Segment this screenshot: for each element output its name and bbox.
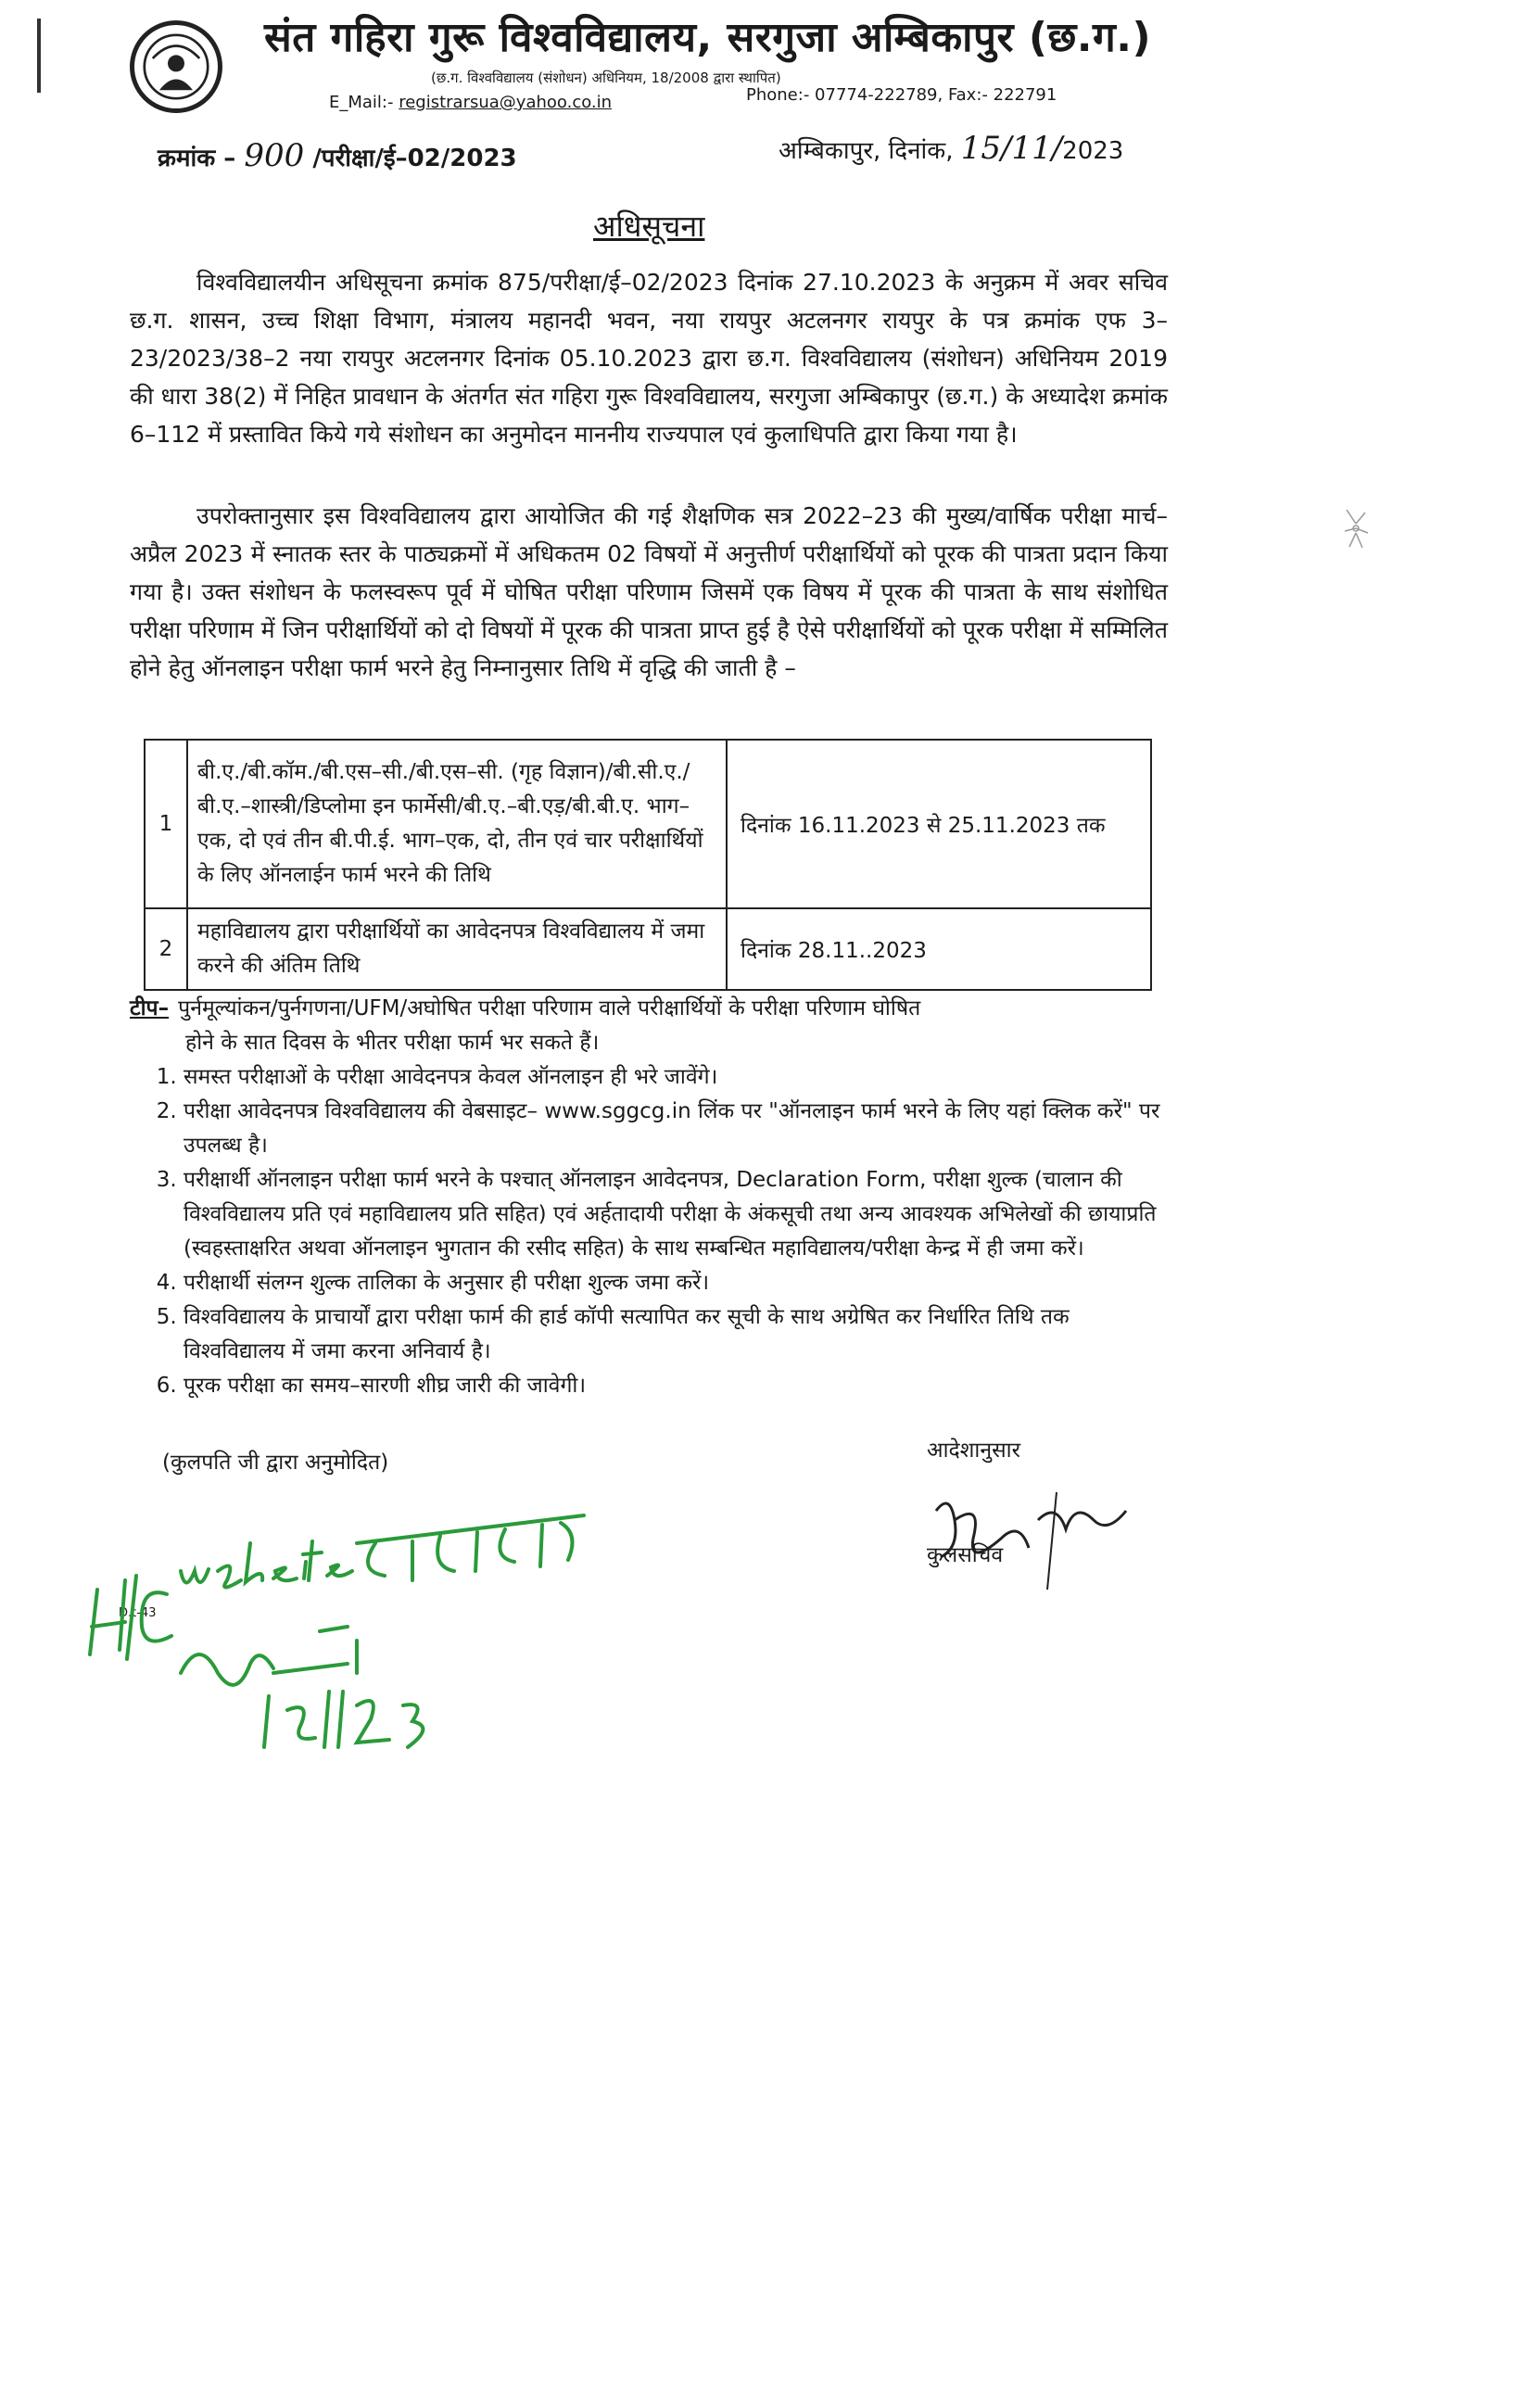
rules-list (130, 1060, 1168, 1403)
email-address: registrarsua@yahoo.co.in (399, 93, 613, 112)
paragraph-2: उपरोक्तानुसार इस विश्वविद्यालय द्वारा आयोजित की गई शैक्षणिक सत्र 2022–23 की मुख्य/वार्षिक परीक्षा मार्च–अप्रैल 2023 में स्नातक स्तर के पाठ्यक्रमों में अधिकतम 02 विषयों में अनुत्तीर्ण परीक्षार्थियों को पूरक की पात्रता प्रदान किया गया है। उक्त संशोधन के फलस्वरूप पूर्व में घोषित परीक्षा परिणाम जिसमें एक विषय में पूरक की पात्रता के साथ संशोधित परीक्षा परिणाम में जिन परीक्षार्थियों को दो विषयों में पूरक की पात्रता प्राप्त हुई है ऐसे परीक्षार्थियों को पूरक परीक्षा में सम्मिलित होने हेतु ऑनलाइन परीक्षा फार्म भरने हेतु निम्नानुसार तिथि में वृद्धि की जाती है – (130, 502, 1168, 681)
establishment-act-line: (छ.ग. विश्वविद्यालय (संशोधन) अधिनियम, 18/2008 द्वारा स्थापित) (431, 70, 781, 86)
by-order-label: आदेशानुसार (927, 1438, 1020, 1463)
registrar-label: कुलसचिव (927, 1543, 1004, 1567)
note-label: टीप– (130, 996, 170, 1020)
place-label: अम्बिकापुर, दिनांक, (779, 137, 954, 165)
reference-number (158, 137, 517, 174)
green-handwritten-annotation (79, 1478, 598, 1756)
reference-number-handwritten: 900 (244, 137, 305, 174)
list-item: 3. परीक्षार्थी ऑनलाइन परीक्षा फार्म भरने के पश्चात् ऑनलाइन आवेदनपत्र, Declaration Form, परीक्षा शुल्क (चालान की विश्वविद्यालय प्रति एवं महाविद्यालय प्रति सहित) एवं अर्हतादायी परीक्षा के अंकसूची तथा अन्य आवश्यक अभिलेखों की छायाप्रति (स्वहस्ताक्षरित अथवा ऑनलाइन भुगतान की रसीद सहित) के साथ सम्बन्धित महाविद्यालय/परीक्षा केन्द्र में ही जमा करें। (184, 1163, 1168, 1266)
place-date (779, 130, 1123, 167)
reference-prefix: क्रमांक – (158, 145, 236, 172)
course-cell: बी.ए./बी.कॉम./बी.एस–सी./बी.एस–सी. (गृह विज्ञान)/बी.सी.ए./बी.ए.–शास्त्री/डिप्लोमा इन फार्मेसी/बी.ए.–बी.एड़/बी.बी.ए. भाग–एक, दो एवं तीन बी.पी.ई. भाग–एक, दो, तीन एवं चार परीक्षार्थियों के लिए ऑनलाईन फार्म भरने की तिथि (187, 740, 727, 908)
phone-fax-line: Phone:- 07774-222789, Fax:- 222791 (746, 85, 1057, 105)
date-cell: दिनांक 16.11.2023 से 25.11.2023 तक (727, 740, 1151, 908)
row-number: 2 (145, 908, 187, 990)
paragraph-1: विश्वविद्यालयीन अधिसूचना क्रमांक 875/परीक्षा/ई–02/2023 दिनांक 27.10.2023 के अनुक्रम में अवर सचिव छ.ग. शासन, उच्च शिक्षा विभाग, मंत्रालय महानदी भवन, नया रायपुर अटलनगर रायपुर के पत्र क्रमांक एफ 3–23/2023/38–2 नया रायपुर अटलनगर दिनांक 05.10.2023 द्वारा छ.ग. विश्वविद्यालय (संशोधन) अधिनियम 2019 की धारा 38(2) में निहित प्रावधान के अंतर्गत संत गहिरा गुरू विश्वविद्यालय, सरगुजा अम्बिकापुर (छ.ग.) के अध्यादेश क्रमांक 6–112 में प्रस्तावित किये गये संशोधन का अनुमोदन माननीय राज्यपाल एवं कुलाधिपति द्वारा किया गया है। (130, 269, 1168, 448)
date-year: 2023 (1062, 137, 1124, 165)
list-item: 4. परीक्षार्थी संलग्न शुल्क तालिका के अनुसार ही परीक्षा शुल्क जमा करें। (184, 1266, 1168, 1300)
course-cell: महाविद्यालय द्वारा परीक्षार्थियों का आवेदनपत्र विश्वविद्यालय में जमा करने की अंतिम तिथि (187, 908, 727, 990)
reference-suffix: /परीक्षा/ई–02/2023 (312, 145, 517, 172)
ink-mark (1342, 505, 1370, 551)
table-row (145, 908, 1151, 990)
notes-section (130, 992, 1168, 1403)
list-item: 6. पूरक परीक्षा का समय–सारणी शीघ्र जारी की जावेगी। (184, 1369, 1168, 1403)
vc-approval-note: (कुलपति जी द्वारा अनुमोदित) (162, 1451, 389, 1475)
email-line (329, 93, 612, 112)
note-continuation: होने के सात दिवस के भीतर परीक्षा फार्म भर सकते हैं। (185, 1031, 600, 1055)
date-handwritten: 15/11/ (960, 130, 1063, 167)
margin-mark (37, 19, 41, 93)
university-name: संत गहिरा गुरू विश्वविद्यालय, सरगुजा अम्बिकापुर (छ.ग.) (264, 14, 1152, 61)
list-item: 2. परीक्षा आवेदनपत्र विश्वविद्यालय की वेबसाइट– www.sggcg.in लिंक पर "ऑनलाइन फार्म भरने के लिए यहां क्लिक करें" पर उपलब्ध है। (184, 1095, 1168, 1163)
note-line (130, 992, 1168, 1026)
dispatch-ref-label: D.t-43 (119, 1606, 157, 1620)
list-item: 5. विश्वविद्यालय के प्राचार्यों द्वारा परीक्षा फार्म की हार्ड कॉपी सत्यापित कर सूची के साथ अग्रेषित कर निर्धारित तिथि तक विश्वविद्यालय में जमा करना अनिवार्य है। (184, 1300, 1168, 1369)
list-item: 1. समस्त परीक्षाओं के परीक्षा आवेदनपत्र केवल ऑनलाइन ही भरे जावेंगे। (184, 1060, 1168, 1095)
note-text: पुर्नमूल्यांकन/पुर्नगणना/UFM/अघोषित परीक्षा परिणाम वाले परीक्षार्थियों के परीक्षा परिणाम घोषित (178, 996, 921, 1020)
university-seal-logo (130, 20, 222, 113)
table-row (145, 740, 1151, 908)
date-cell: दिनांक 28.11..2023 (727, 908, 1151, 990)
schedule-table (144, 739, 1152, 991)
row-number: 1 (145, 740, 187, 908)
notification-title: अधिसूचना (593, 209, 705, 244)
email-label: E_Mail:- (329, 93, 399, 112)
